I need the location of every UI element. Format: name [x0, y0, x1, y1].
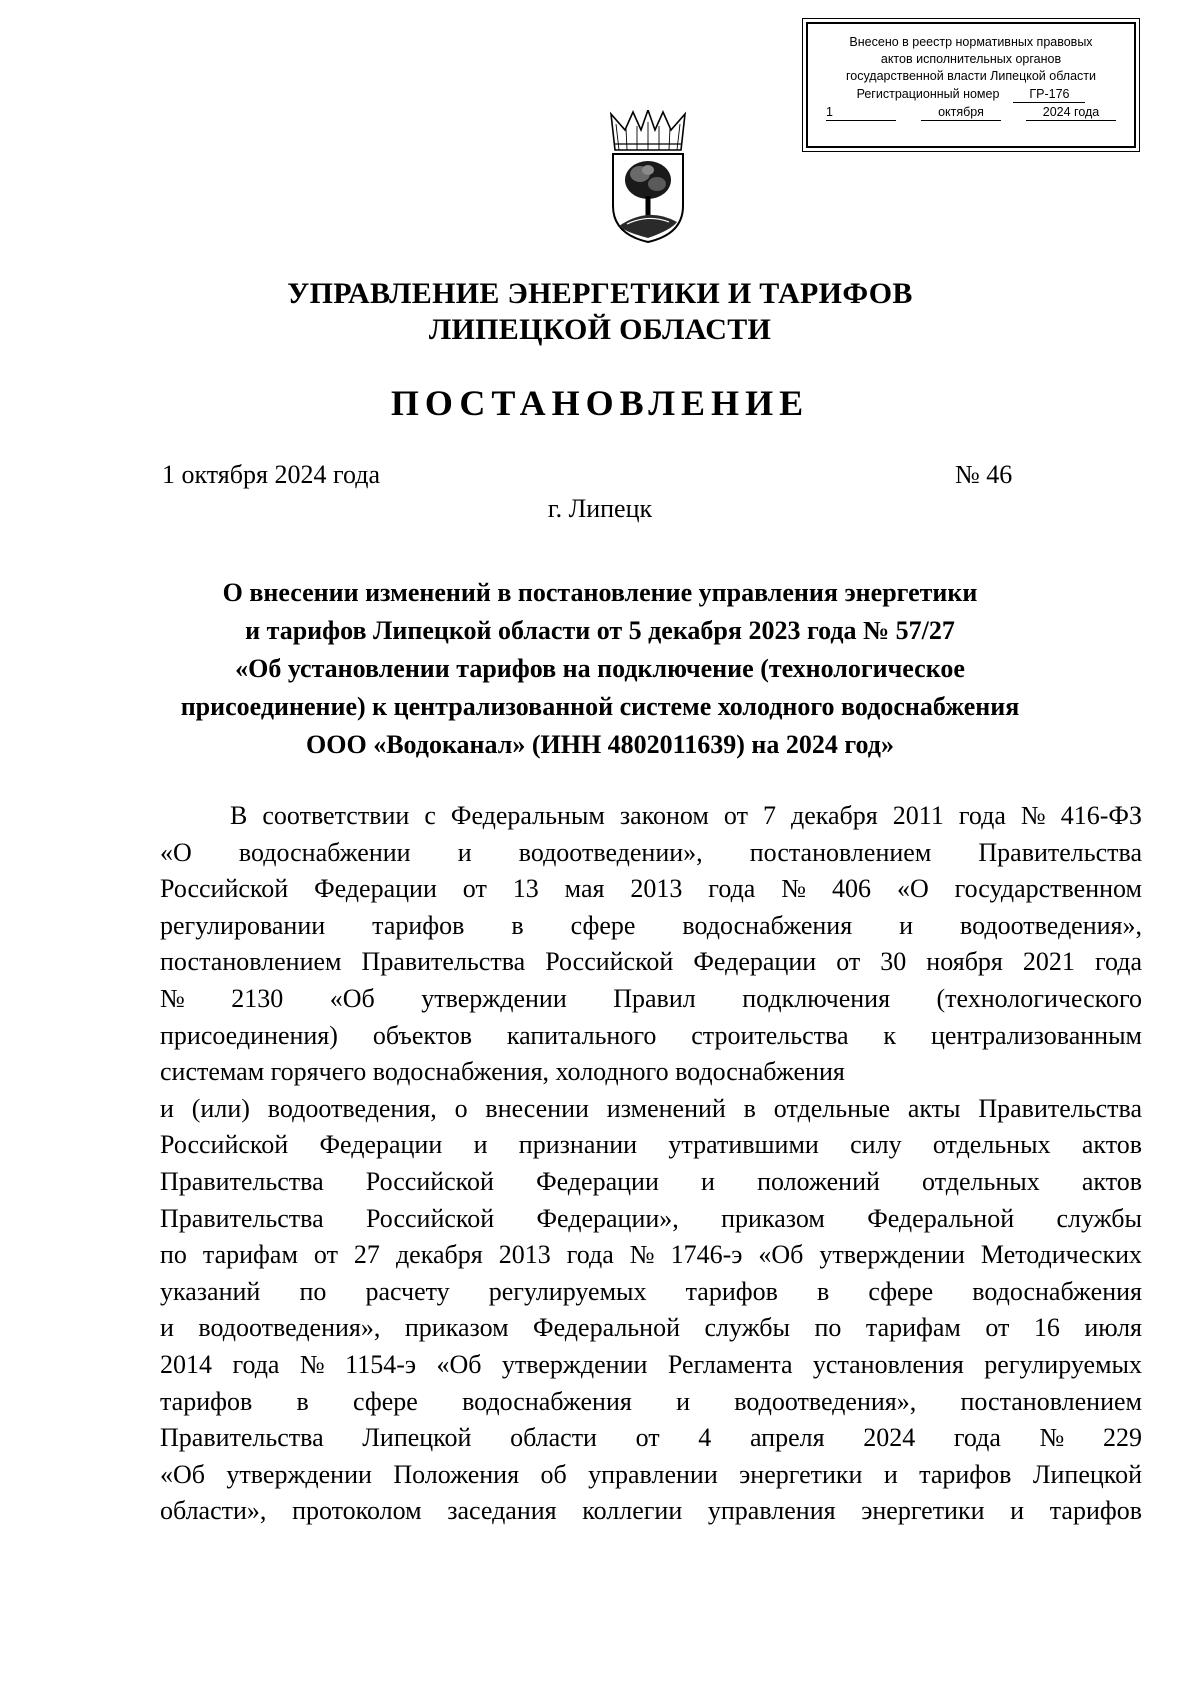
body-line: Российской Федерации от 13 мая 2013 года № 406 «О государственном — [160, 874, 1142, 904]
stamp-reg-row — [808, 86, 1134, 103]
body-line: системам горячего водоснабжения, холодного водоснабжения — [160, 1057, 845, 1087]
body-line: присоединения) объектов капитального строительства к централизованным — [160, 1020, 1142, 1050]
agency-line-1: УПРАВЛЕНИЕ ЭНЕРГЕТИКИ И ТАРИФОВ — [287, 277, 913, 310]
registry-stamp — [806, 22, 1136, 148]
body-line: по тарифам от 27 декабря 2013 года № 1746-э «Об утверждении Методических — [160, 1240, 1142, 1270]
body-line: «О водоснабжении и водоотведении», постановлением Правительства — [160, 837, 1142, 867]
stamp-day: 1 — [826, 105, 896, 121]
body-line: регулировании тарифов в сфере водоснабжения и водоотведения», — [160, 910, 1142, 940]
document-body — [160, 798, 1142, 1530]
document-type: ПОСТАНОВЛЕНИЕ — [390, 383, 810, 423]
title-line: «Об установлении тарифов на подключение (технологическое — [235, 654, 965, 683]
agency-name — [0, 276, 1200, 348]
body-line: постановлением Правительства Российской Федерации от 30 ноября 2021 года — [160, 947, 1142, 977]
body-line: Правительства Липецкой области от 4 апреля 2024 года № 229 — [160, 1423, 1142, 1453]
stamp-year: 2024 года — [1026, 105, 1116, 121]
body-line: тарифов в сфере водоснабжения и водоотведения», постановлением — [160, 1386, 1142, 1416]
stamp-line-2: актов исполнительных органов — [880, 52, 1062, 66]
title-line: О внесении изменений в постановление управления энергетики — [222, 578, 978, 607]
body-line: «Об утверждении Положения об управлении энергетики и тарифов Липецкой — [160, 1459, 1142, 1489]
body-line: области», протоколом заседания коллегии управления энергетики и тарифов — [160, 1496, 1142, 1526]
body-line: и водоотведения», приказом Федеральной службы по тарифам от 16 июля — [160, 1313, 1142, 1343]
body-line: и (или) водоотведения, о внесении изменений в отдельные акты Правительства — [160, 1093, 1142, 1123]
document-number: № 46 — [955, 460, 1013, 489]
lipetsk-coat-of-arms-icon — [607, 110, 689, 244]
body-line: 2014 года № 1154-э «Об утверждении Регламента установления регулируемых — [160, 1349, 1142, 1379]
body-line: В соответствии с Федеральным законом от 7 декабря 2011 года № 416-ФЗ — [230, 801, 1142, 830]
document-city: г. Липецк — [547, 494, 653, 523]
body-line: указаний по расчету регулируемых тарифов в сфере водоснабжения — [160, 1276, 1142, 1306]
document-date: 1 октября 2024 года — [162, 460, 380, 489]
body-line: № 2130 «Об утверждении Правил подключения (технологического — [160, 983, 1142, 1013]
title-line: ООО «Водоканал» (ИНН 4802011639) на 2024 год» — [306, 730, 894, 759]
stamp-line-3: государственной власти Липецкой области — [845, 69, 1097, 83]
document-title — [160, 574, 1040, 764]
title-line: присоединение) к централизованной системе холодного водоснабжения — [180, 692, 1020, 721]
stamp-month: октября — [921, 105, 1001, 121]
stamp-reg-number: ГР-176 — [1013, 87, 1085, 103]
stamp-line-1: Внесено в реестр нормативных правовых — [849, 35, 1093, 49]
stamp-date-row — [808, 105, 1134, 121]
stamp-reg-label: Регистрационный номер — [856, 87, 1000, 101]
title-line: и тарифов Липецкой области от 5 декабря 2023 года № 57/27 — [245, 616, 955, 645]
body-line: Российской Федерации и признании утратившими силу отдельных актов — [160, 1130, 1142, 1160]
body-line: Правительства Российской Федерации и положений отдельных актов — [160, 1166, 1142, 1196]
agency-line-2: ЛИПЕЦКОЙ ОБЛАСТИ — [428, 313, 772, 346]
body-line: Правительства Российской Федерации», приказом Федеральной службы — [160, 1203, 1142, 1233]
